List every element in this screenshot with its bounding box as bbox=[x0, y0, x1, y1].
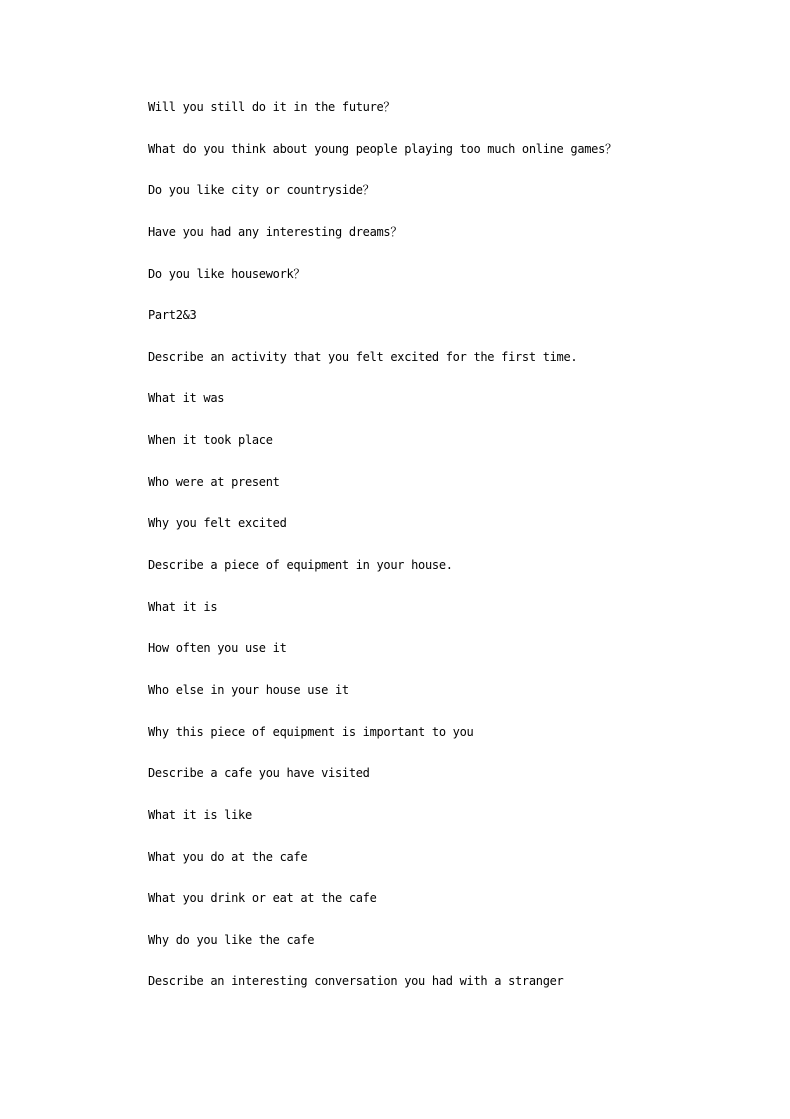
cue-card-prompt: What it was bbox=[148, 391, 225, 406]
cue-card-prompt: What you do at the cafe bbox=[148, 849, 308, 864]
cue-card-topic: Describe an activity that you felt excited for the first time. bbox=[148, 349, 578, 364]
section-heading: Part2&3 bbox=[148, 308, 197, 323]
cue-card-prompt: What it is bbox=[148, 599, 218, 614]
question-line: What do you think about young people playing too much online games？ bbox=[148, 141, 617, 156]
cue-card-prompt: How often you use it bbox=[148, 641, 287, 656]
question-line: Will you still do it in the future？ bbox=[148, 100, 396, 114]
document-body bbox=[148, 98, 748, 1014]
cue-card-prompt: Who were at present bbox=[148, 474, 280, 489]
question-line: Do you like housework？ bbox=[148, 266, 306, 281]
cue-card-prompt: What it is like bbox=[148, 807, 252, 822]
cue-card-topic: Describe a piece of equipment in your house. bbox=[148, 558, 453, 573]
cue-card-topic: Describe a cafe you have visited bbox=[148, 766, 370, 781]
cue-card-topic: Describe an interesting conversation you had with a stranger bbox=[148, 974, 564, 989]
question-line: Have you had any interesting dreams？ bbox=[148, 224, 403, 239]
cue-card-prompt: Why you felt excited bbox=[148, 516, 287, 531]
cue-card-prompt: When it took place bbox=[148, 433, 273, 448]
cue-card-prompt: Why do you like the cafe bbox=[148, 932, 315, 947]
cue-card-prompt: Who else in your house use it bbox=[148, 682, 349, 697]
question-line: Do you like city or countryside？ bbox=[148, 183, 375, 198]
cue-card-prompt: Why this piece of equipment is important to you bbox=[148, 724, 474, 739]
cue-card-prompt: What you drink or eat at the cafe bbox=[148, 891, 377, 906]
